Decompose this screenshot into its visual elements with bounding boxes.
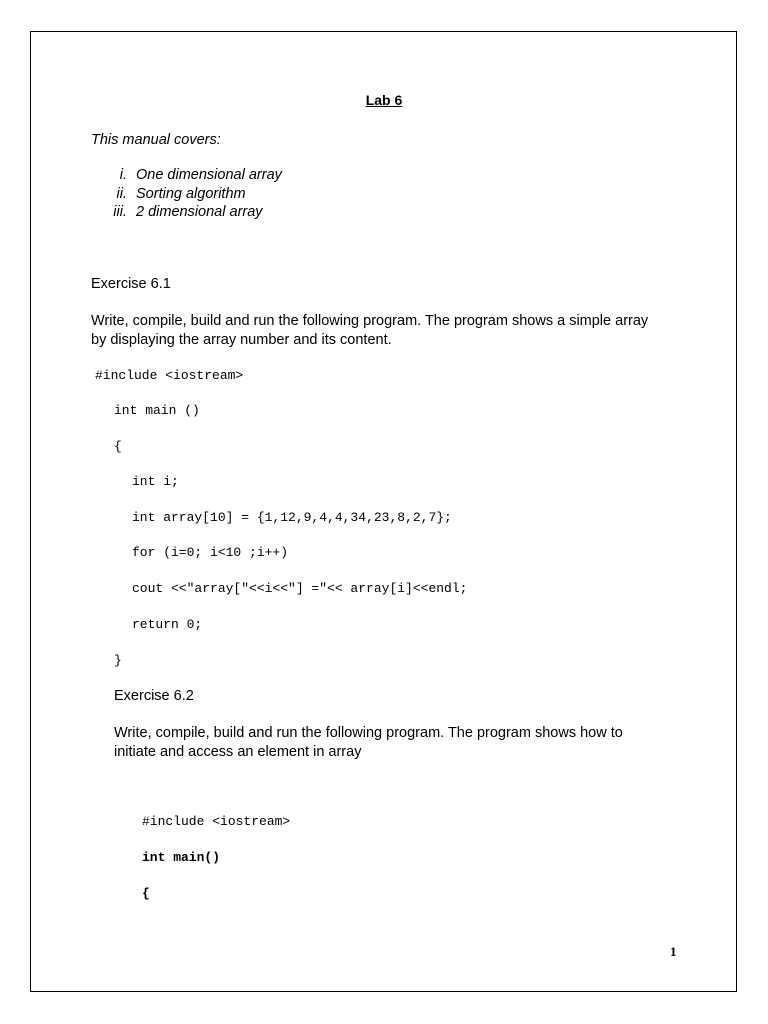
topic-text: 2 dimensional array xyxy=(136,204,263,220)
topic-item xyxy=(91,204,491,223)
exercise-description xyxy=(114,724,677,762)
topic-number: ii. xyxy=(116,185,127,202)
exercise-description xyxy=(91,312,678,350)
topic-list xyxy=(91,167,491,223)
code-line: } xyxy=(114,653,122,668)
description-line: Write, compile, build and run the following program. The program shows how to xyxy=(114,725,623,741)
code-line: int array[10] = {1,12,9,4,4,34,23,8,2,7}; xyxy=(132,510,452,525)
document-title: Lab 6 xyxy=(365,92,403,108)
code-line: { xyxy=(142,886,150,901)
code-line: #include <iostream> xyxy=(142,814,291,829)
topic-text: Sorting algorithm xyxy=(136,185,246,202)
code-line: for (i=0; i<10 ;i++) xyxy=(132,545,289,560)
topic-item xyxy=(91,186,491,205)
code-line: int i; xyxy=(132,474,179,489)
code-line: return 0; xyxy=(132,617,203,632)
topic-item xyxy=(91,167,491,186)
code-line: { xyxy=(114,439,122,454)
exercise-heading: Exercise 6.1 xyxy=(91,276,171,292)
description-line: Write, compile, build and run the following program. The program shows a simple array xyxy=(91,313,649,329)
exercise-heading: Exercise 6.2 xyxy=(114,688,194,704)
page-number: 1 xyxy=(670,944,677,959)
code-line: int main() xyxy=(142,850,221,865)
description-line: initiate and access an element in array xyxy=(114,744,362,760)
description-line: by displaying the array number and its content. xyxy=(91,332,392,348)
code-line: cout <<"array["<<i<<"] ="<< array[i]<<endl; xyxy=(132,581,468,596)
topic-number: iii. xyxy=(113,204,127,220)
topic-text: One dimensional array xyxy=(136,167,282,183)
code-line: int main () xyxy=(114,403,200,418)
intro-text: This manual covers: xyxy=(91,132,221,148)
code-line: #include <iostream> xyxy=(95,368,244,383)
topic-number: i. xyxy=(119,167,127,183)
